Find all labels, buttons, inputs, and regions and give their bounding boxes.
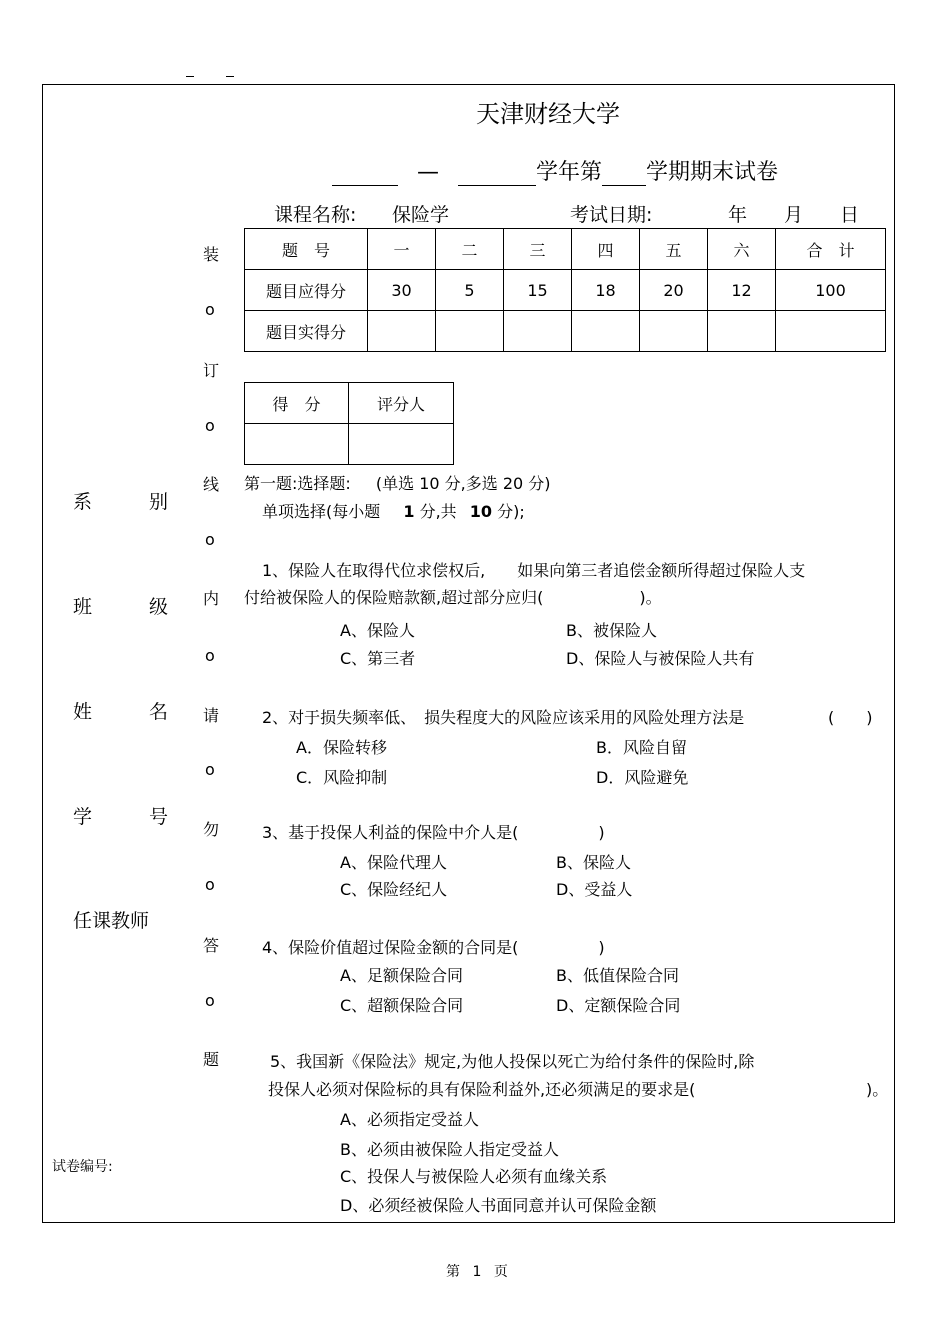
binding-char-9: 请: [203, 706, 220, 725]
field-teacher: 任课教师: [73, 910, 150, 932]
intro-per-unit: 分,共: [419, 502, 457, 521]
points-6: 12: [708, 270, 776, 311]
points-4: 18: [572, 270, 640, 311]
q3-option-c[interactable]: C、保险经纪人: [340, 880, 448, 899]
field-name: 姓 名: [73, 701, 169, 723]
actual-1[interactable]: [368, 311, 436, 352]
binding-char-5: 线: [203, 475, 220, 494]
actual-6[interactable]: [708, 311, 776, 352]
col-6: 六: [708, 229, 776, 270]
year-end-blank: [458, 163, 536, 186]
grader-header-row: [245, 383, 454, 424]
grader-name-label: 评分人: [349, 383, 454, 424]
q2-option-d[interactable]: D．风险避免: [596, 768, 689, 787]
q2-line1: 2、对于损失频率低、 损失程度大的风险应该采用的风险处理方法是: [262, 708, 745, 727]
term-end: 学期期末试卷: [646, 160, 779, 185]
binding-char-2: o: [205, 300, 215, 319]
q2-option-a[interactable]: A．保险转移: [296, 738, 387, 757]
q5-option-c[interactable]: C、投保人与被保险人必须有血缘关系: [340, 1167, 608, 1186]
date-year: 年: [728, 204, 748, 226]
q3-option-b[interactable]: B、保险人: [556, 853, 631, 872]
intro-total-unit: 分);: [497, 502, 525, 521]
score-header-row: [245, 229, 886, 270]
q5-option-a[interactable]: A、必须指定受益人: [340, 1110, 479, 1129]
q3-line1: 3、基于投保人利益的保险中介人是( ): [262, 823, 605, 842]
col-3: 三: [504, 229, 572, 270]
intro-total: 10: [469, 502, 493, 521]
binding-char-6: o: [205, 530, 215, 549]
q5-line2-end: )。: [866, 1080, 889, 1099]
q1-option-d[interactable]: D、保险人与被保险人共有: [566, 649, 755, 668]
grader-score-label: 得 分: [245, 383, 349, 424]
col-4: 四: [572, 229, 640, 270]
q5-line1: 5、我国新《保险法》规定,为他人投保以死亡为给付条件的保险时,除: [270, 1052, 755, 1071]
actual-3[interactable]: [504, 311, 572, 352]
points-5: 20: [640, 270, 708, 311]
university-title: 天津财经大学: [476, 100, 620, 128]
binding-char-15: 题: [203, 1050, 220, 1069]
score-table: [244, 228, 886, 352]
term-blank: [602, 163, 646, 186]
date-label: 考试日期:: [570, 204, 653, 226]
row-label-actual: 题目实得分: [245, 311, 368, 352]
points-2: 5: [436, 270, 504, 311]
q4-option-c[interactable]: C、超额保险合同: [340, 996, 464, 1015]
year-dash: —: [417, 160, 439, 185]
binding-char-1: 装: [203, 245, 220, 264]
q2-bracket[interactable]: ( ): [828, 708, 873, 727]
q1-option-b[interactable]: B、被保险人: [566, 621, 657, 640]
top-mark-left: [186, 76, 194, 77]
q4-option-d[interactable]: D、定额保险合同: [556, 996, 681, 1015]
q5-option-b[interactable]: B、必须由被保险人指定受益人: [340, 1140, 559, 1159]
binding-char-14: o: [205, 991, 215, 1010]
q2-option-b[interactable]: B．风险自留: [596, 738, 687, 757]
q5-option-d[interactable]: D、必须经被保险人书面同意并认可保险金额: [340, 1196, 657, 1215]
q3-option-a[interactable]: A、保险代理人: [340, 853, 447, 872]
row-label-number: 题 号: [245, 229, 368, 270]
field-class: 班 级: [73, 596, 169, 618]
score-points-row: [245, 270, 886, 311]
actual-4[interactable]: [572, 311, 640, 352]
binding-char-11: 勿: [203, 820, 220, 839]
q5-line2: 投保人必须对保险标的具有保险利益外,还必须满足的要求是(: [268, 1080, 696, 1099]
intro-per-question: 1: [403, 502, 415, 521]
col-2: 二: [436, 229, 504, 270]
grader-table: [244, 382, 454, 465]
score-actual-row: [245, 311, 886, 352]
section-title: [244, 471, 551, 494]
page-prefix: 第: [446, 1264, 460, 1280]
q2-option-c[interactable]: C．风险抑制: [296, 768, 388, 787]
binding-char-13: 答: [203, 936, 220, 955]
course-label: 课程名称:: [274, 204, 357, 226]
binding-char-10: o: [205, 760, 215, 779]
actual-total[interactable]: [776, 311, 886, 352]
grader-score-cell[interactable]: [245, 424, 349, 465]
term-suffix: 学年第: [536, 160, 603, 185]
page-number: [446, 1261, 508, 1281]
q1-option-a[interactable]: A、保险人: [340, 621, 415, 640]
q1-line2: 付给被保险人的保险赔款额,超过部分应归( )。: [244, 588, 662, 607]
binding-char-7: 内: [203, 589, 220, 608]
binding-char-3: 订: [203, 361, 220, 380]
q1-line1: 1、保险人在取得代位求偿权后, 如果向第三者追偿金额所得超过保险人支: [262, 561, 806, 580]
section-note: (单选 10 分,多选 20 分): [375, 474, 551, 493]
q3-option-d[interactable]: D、受益人: [556, 880, 633, 899]
exam-subtitle: [332, 155, 778, 186]
field-student-id: 学 号: [73, 806, 169, 828]
section-title-text: 第一题:选择题:: [244, 474, 351, 493]
q4-option-a[interactable]: A、足额保险合同: [340, 966, 463, 985]
course-name: 保险学: [392, 204, 450, 226]
row-label-points: 题目应得分: [245, 270, 368, 311]
date-day: 日: [840, 204, 860, 226]
col-1: 一: [368, 229, 436, 270]
points-3: 15: [504, 270, 572, 311]
q4-line1: 4、保险价值超过保险金额的合同是( ): [262, 938, 605, 957]
q1-option-c[interactable]: C、第三者: [340, 649, 416, 668]
grader-name-cell[interactable]: [349, 424, 454, 465]
col-total: 合 计: [776, 229, 886, 270]
actual-2[interactable]: [436, 311, 504, 352]
points-1: 30: [368, 270, 436, 311]
page-suffix: 页: [493, 1264, 508, 1280]
date-month: 月: [784, 204, 804, 226]
page-number-value: 1: [472, 1264, 482, 1280]
top-mark-right: [226, 76, 234, 77]
single-choice-intro: [262, 499, 525, 522]
points-total: 100: [776, 270, 886, 311]
binding-char-4: o: [205, 416, 215, 435]
binding-char-8: o: [205, 646, 215, 665]
grader-value-row: [245, 424, 454, 465]
q4-option-b[interactable]: B、低值保险合同: [556, 966, 679, 985]
actual-5[interactable]: [640, 311, 708, 352]
col-5: 五: [640, 229, 708, 270]
year-start-blank: [332, 163, 398, 186]
exam-number-label: 试卷编号:: [52, 1159, 113, 1175]
binding-char-12: o: [205, 875, 215, 894]
field-department: 系 别: [73, 491, 169, 513]
intro-text: 单项选择(每小题: [262, 502, 381, 521]
